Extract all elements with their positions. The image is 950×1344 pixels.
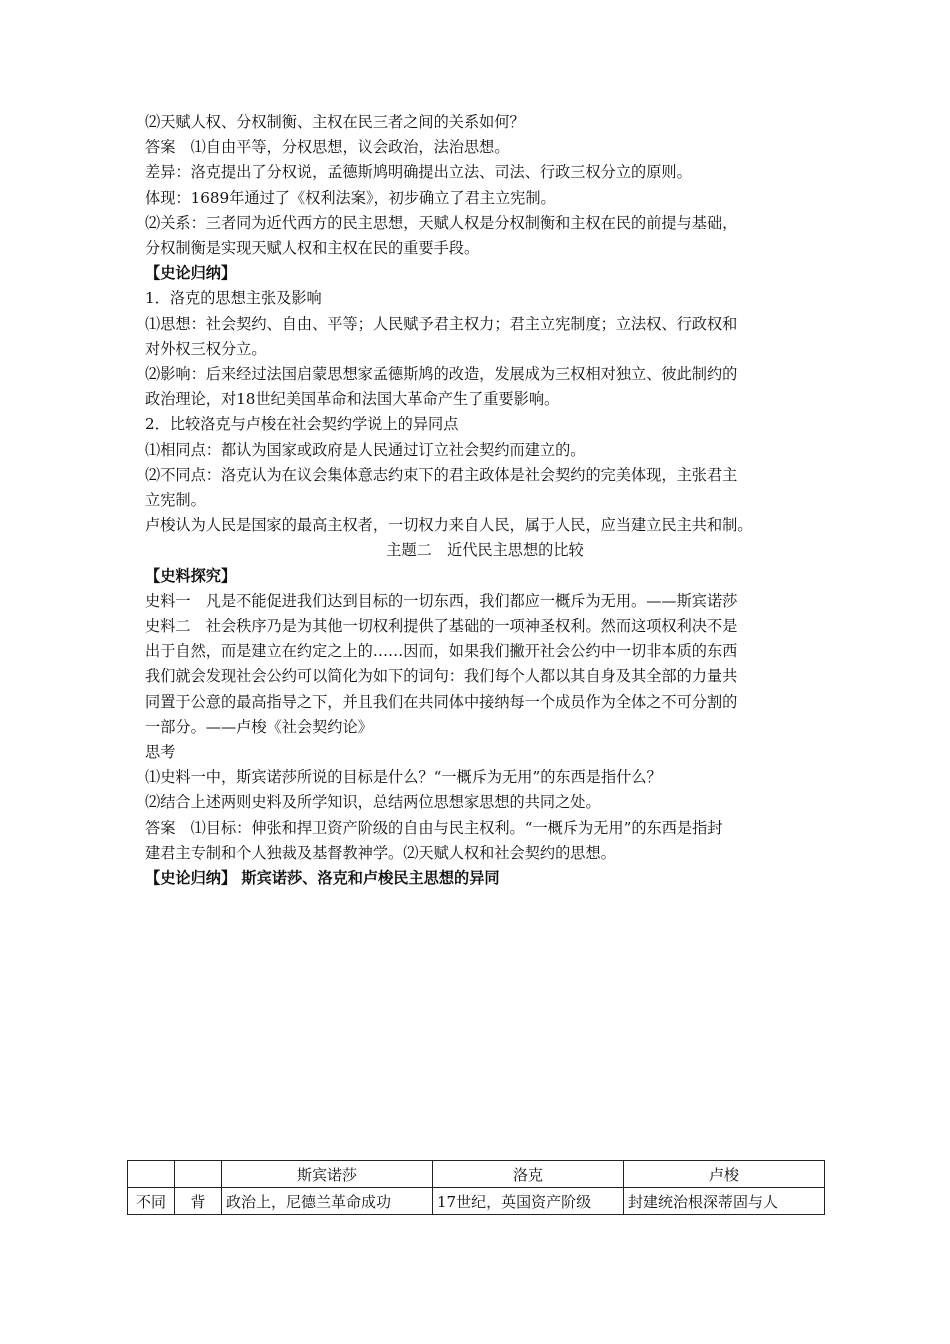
text-line: 差异：洛克提出了分权说，孟德斯鸠明确提出立法、司法、行政三权分立的原则。	[145, 163, 692, 182]
section-heading: 【史料探究】	[145, 566, 237, 585]
question-line: ⑴史料一中，斯宾诺莎所说的目标是什么？“一概斥为无用”的东西是指什么？	[145, 768, 662, 787]
table-cell: 背	[175, 1188, 222, 1215]
text-line: ⑵不同点：洛克认为在议会集体意志约束下的君主政体是社会契约的完美体现，主张君主	[145, 465, 738, 484]
text-line: 卢梭认为人民是国家的最高主权者，一切权力来自人民，属于人民，应当建立民主共和制。	[145, 516, 753, 535]
section-heading: 【史论归纳】 斯宾诺莎、洛克和卢梭民主思想的异同	[145, 869, 500, 888]
text-line: 1．洛克的思想主张及影响	[145, 289, 322, 308]
text-line: ⑴相同点：都认为国家或政府是人民通过订立社会契约而建立的。	[145, 440, 586, 459]
document-body	[145, 110, 825, 891]
answer-line: 答案 ⑴自由平等，分权思想，议会政治，法治思想。	[145, 138, 510, 157]
text-line: 对外权三权分立。	[145, 339, 267, 358]
text-line: 立宪制。	[145, 491, 206, 510]
text-line: 2．比较洛克与卢梭在社会契约学说上的异同点	[145, 415, 459, 434]
table-cell	[175, 1161, 222, 1188]
think-label: 思考	[145, 743, 176, 762]
source-line: 史料一 凡是不能促进我们达到目标的一切东西，我们都应一概斥为无用。——斯宾诺莎	[145, 591, 738, 610]
answer-line: 答案 ⑴目标：伸张和捍卫资产阶级的自由与民主权利。“一概斥为无用”的东西是指封	[145, 818, 723, 837]
text-line: ⑵影响：后来经过法国启蒙思想家孟德斯鸠的改造，发展成为三权相对独立、彼此制约的	[145, 365, 738, 384]
text-line: ⑵关系：三者同为近代西方的民主思想，天赋人权是分权制衡和主权在民的前提与基础，	[145, 213, 738, 232]
topic-title: 主题二 近代民主思想的比较	[386, 541, 584, 560]
text-line: 一部分。——卢梭《社会契约论》	[145, 717, 373, 736]
text-line: 分权制衡是实现天赋人权和主权在民的重要手段。	[145, 239, 480, 258]
source-line: 史料二 社会秩序乃是为其他一切权利提供了基础的一项神圣权利。然而这项权利决不是	[145, 617, 738, 636]
text-line: 同置于公意的最高指导之下，并且我们在共同体中接纳每一个成员作为全体之不可分割的	[145, 692, 738, 711]
table-header-rousseau: 卢梭	[624, 1161, 825, 1188]
table-header-spinoza: 斯宾诺莎	[222, 1161, 433, 1188]
table-cell: 17世纪，英国资产阶级	[433, 1188, 624, 1215]
text-line: 体现：1689年通过了《权利法案》，初步确立了君主立宪制。	[145, 188, 556, 207]
table-cell: 不同	[128, 1188, 175, 1215]
table-header-locke: 洛克	[433, 1161, 624, 1188]
text-line: ⑴思想：社会契约、自由、平等；人民赋予君主权力；君主立宪制度；立法权、行政权和	[145, 314, 738, 333]
table-cell: 政治上，尼德兰革命成功	[222, 1188, 433, 1215]
section-heading: 【史论归纳】	[145, 264, 237, 283]
text-line: 建君主专制和个人独裁及基督教神学。⑵天赋人权和社会契约的思想。	[145, 843, 616, 862]
table-cell	[128, 1161, 175, 1188]
text-line: 我们就会发现社会公约可以简化为如下的词句：我们每个人都以其自身及其全部的力量共	[145, 667, 738, 686]
text-line: ⑵天赋人权、分权制衡、主权在民三者之间的关系如何？	[145, 113, 525, 131]
question-line: ⑵结合上述两则史料及所学知识，总结两位思想家思想的共同之处。	[145, 793, 601, 812]
table-header-row	[128, 1161, 825, 1188]
table-cell: 封建统治根深蒂固与人	[624, 1188, 825, 1215]
table-row	[128, 1188, 825, 1215]
text-line: 出于自然，而是建立在约定之上的……因而，如果我们撇开社会公约中一切非本质的东西	[145, 642, 738, 661]
text-line: 政治理论，对18世纪美国革命和法国大革命产生了重要影响。	[145, 390, 560, 409]
comparison-table	[127, 1160, 825, 1215]
